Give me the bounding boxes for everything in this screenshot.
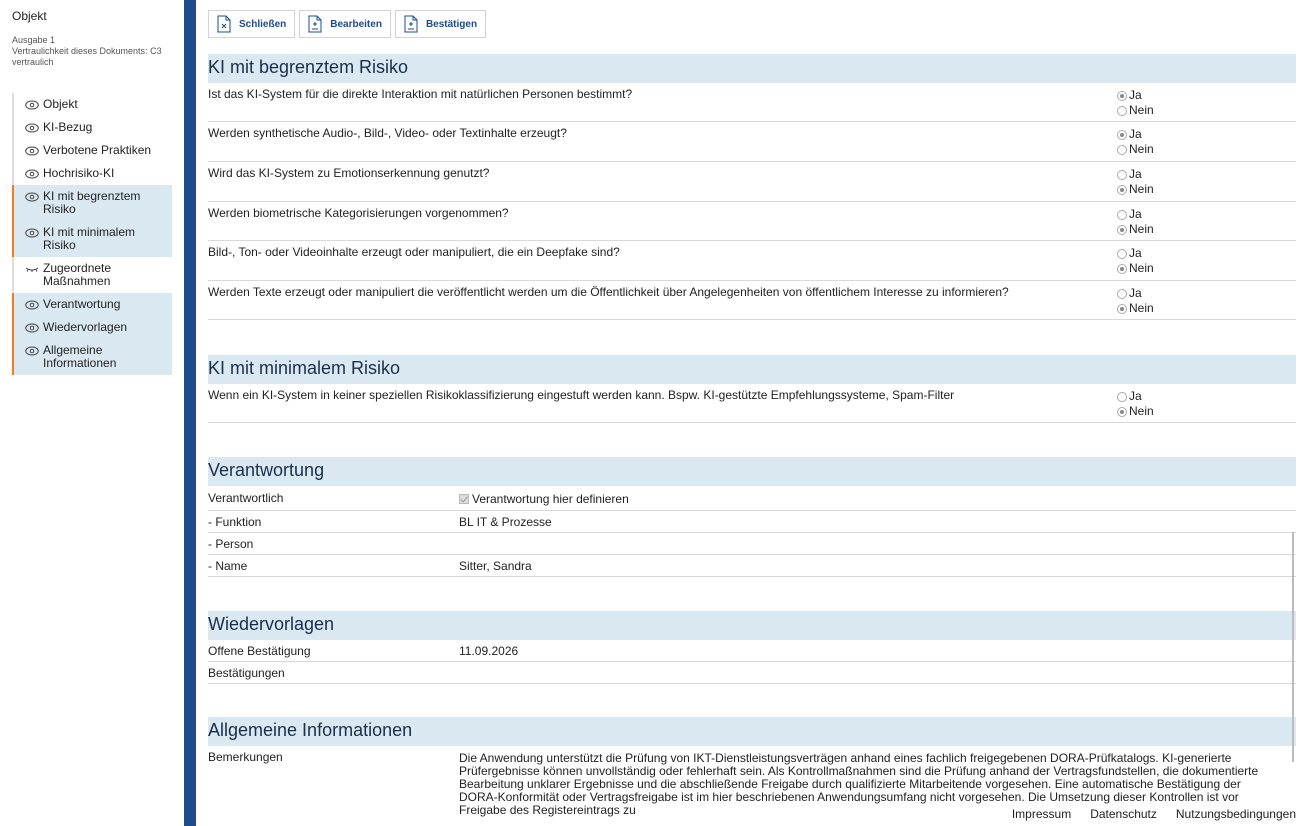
section-heading-wiedervorlagen: Wiedervorlagen bbox=[208, 611, 1296, 640]
confirmations-label: Bestätigungen bbox=[208, 666, 285, 680]
sidebar bbox=[0, 0, 184, 826]
radio-button[interactable] bbox=[1117, 106, 1127, 116]
question-text: Werden synthetische Audio-, Bild-, Video- oder Textinhalte erzeugt? bbox=[208, 126, 567, 140]
footer bbox=[1006, 807, 1296, 821]
radio-label: Nein bbox=[1129, 301, 1154, 315]
sidebar-item-wiedervorlagen[interactable] bbox=[14, 316, 172, 339]
question-text: Bild-, Ton- oder Videoinhalte erzeugt oder manipuliert, die ein Deepfake sind? bbox=[208, 245, 620, 259]
radio-button[interactable] bbox=[1117, 304, 1127, 314]
scrollbar[interactable] bbox=[1292, 532, 1294, 762]
radio-label: Nein bbox=[1129, 182, 1154, 196]
sidebar-item-allgemeine-informationen[interactable] bbox=[14, 339, 172, 375]
eye-closed-icon bbox=[25, 264, 39, 274]
open-confirmation-value: 11.09.2026 bbox=[459, 644, 519, 658]
radio-option-ja[interactable] bbox=[1117, 286, 1154, 301]
radio-option-nein[interactable] bbox=[1117, 222, 1154, 237]
radio-button[interactable] bbox=[1117, 130, 1127, 140]
sidebar-nav bbox=[12, 93, 172, 375]
radio-button[interactable] bbox=[1117, 407, 1127, 417]
section-heading-minimales-risiko: KI mit minimalem Risiko bbox=[208, 355, 1296, 384]
radio-option-ja[interactable] bbox=[1117, 389, 1154, 404]
open-confirmation-row bbox=[208, 640, 1296, 662]
responsible-row bbox=[208, 487, 1296, 511]
eye-icon bbox=[25, 100, 39, 110]
function-value: BL IT & Prozesse bbox=[459, 515, 552, 529]
radio-label: Ja bbox=[1129, 286, 1142, 300]
radio-label: Nein bbox=[1129, 222, 1154, 236]
section-heading-verantwortung: Verantwortung bbox=[208, 457, 1296, 486]
edit-button[interactable] bbox=[299, 10, 391, 38]
radio-button[interactable] bbox=[1117, 289, 1127, 299]
radio-group bbox=[1117, 167, 1154, 197]
toolbar bbox=[208, 10, 486, 38]
sidebar-title: Objekt bbox=[12, 9, 47, 23]
eye-icon bbox=[25, 146, 39, 156]
question-text: Wenn ein KI-System in keiner speziellen Risikoklassifizierung eingestuft werden kann. Bspw. KI-gestützte Empfehlungssysteme, Spam-Filter bbox=[208, 388, 955, 402]
privacy-link[interactable]: Datenschutz bbox=[1090, 807, 1157, 821]
radio-label: Ja bbox=[1129, 389, 1142, 403]
eye-icon bbox=[25, 323, 39, 333]
radio-label: Ja bbox=[1129, 167, 1142, 181]
question-text: Wird das KI-System zu Emotionserkennung genutzt? bbox=[208, 166, 490, 180]
radio-button[interactable] bbox=[1117, 185, 1127, 195]
radio-button[interactable] bbox=[1117, 392, 1127, 402]
sidebar-item-objekt[interactable] bbox=[14, 93, 172, 116]
sidebar-item-label: Verantwortung bbox=[43, 297, 121, 311]
radio-option-ja[interactable] bbox=[1117, 127, 1154, 142]
radio-group bbox=[1117, 127, 1154, 157]
radio-button[interactable] bbox=[1117, 170, 1127, 180]
question-row bbox=[208, 281, 1296, 320]
sidebar-item-label: Verbotene Praktiken bbox=[43, 143, 152, 157]
responsible-checkbox-label: Verantwortung hier definieren bbox=[472, 492, 629, 506]
radio-option-ja[interactable] bbox=[1117, 167, 1154, 182]
radio-option-nein[interactable] bbox=[1117, 301, 1154, 316]
question-text: Ist das KI-System für die direkte Interaktion mit natürlichen Personen bestimmt? bbox=[208, 87, 633, 101]
sidebar-item-verbotene-praktiken[interactable] bbox=[14, 139, 172, 162]
sidebar-item-massnahmen[interactable] bbox=[14, 257, 172, 293]
radio-group bbox=[1117, 389, 1154, 419]
radio-button[interactable] bbox=[1117, 249, 1127, 259]
radio-option-nein[interactable] bbox=[1117, 142, 1154, 157]
radio-group bbox=[1117, 88, 1154, 118]
radio-button[interactable] bbox=[1117, 145, 1127, 155]
sidebar-item-label: Objekt bbox=[43, 97, 78, 111]
remarks-label: Bemerkungen bbox=[208, 750, 283, 764]
sidebar-item-minimales-risiko[interactable] bbox=[14, 221, 172, 257]
eye-icon bbox=[25, 169, 39, 179]
eye-icon bbox=[25, 192, 39, 202]
radio-label: Ja bbox=[1129, 88, 1142, 102]
radio-label: Ja bbox=[1129, 127, 1142, 141]
close-button[interactable] bbox=[208, 10, 295, 38]
person-row bbox=[208, 533, 1296, 555]
sidebar-item-label: Wiedervorlagen bbox=[43, 320, 128, 334]
responsible-label: Verantwortlich bbox=[208, 491, 284, 505]
radio-option-ja[interactable] bbox=[1117, 207, 1154, 222]
terms-link[interactable]: Nutzungsbedingungen bbox=[1175, 807, 1296, 821]
sidebar-divider bbox=[184, 0, 196, 826]
eye-icon bbox=[25, 346, 39, 356]
main-content bbox=[208, 0, 1296, 826]
radio-option-ja[interactable] bbox=[1117, 88, 1154, 103]
section-heading-begrenztes-risiko: KI mit begrenztem Risiko bbox=[208, 54, 1296, 83]
eye-icon bbox=[25, 300, 39, 310]
radio-button[interactable] bbox=[1117, 264, 1127, 274]
radio-label: Nein bbox=[1129, 103, 1154, 117]
name-row bbox=[208, 555, 1296, 577]
document-meta: Ausgabe 1 Vertraulichkeit dieses Dokuments: C3 vertraulich bbox=[12, 35, 162, 67]
radio-group bbox=[1117, 286, 1154, 316]
radio-button[interactable] bbox=[1117, 91, 1127, 101]
sidebar-item-ki-bezug[interactable] bbox=[14, 116, 172, 139]
radio-option-nein[interactable] bbox=[1117, 103, 1154, 118]
question-row bbox=[208, 202, 1296, 241]
sidebar-item-verantwortung[interactable] bbox=[14, 293, 172, 316]
confirmations-row bbox=[208, 662, 1296, 684]
question-row bbox=[208, 162, 1296, 202]
eye-icon bbox=[25, 123, 39, 133]
radio-button[interactable] bbox=[1117, 225, 1127, 235]
radio-group bbox=[1117, 246, 1154, 276]
radio-option-nein[interactable] bbox=[1117, 261, 1154, 276]
radio-option-nein[interactable] bbox=[1117, 182, 1154, 197]
person-label: - Person bbox=[208, 537, 254, 551]
question-row bbox=[208, 241, 1296, 281]
sidebar-item-label: KI mit minimalem Risiko bbox=[43, 225, 136, 252]
radio-option-nein[interactable] bbox=[1117, 404, 1154, 419]
responsible-checkbox[interactable] bbox=[459, 494, 469, 504]
section-heading-allgemeine-informationen: Allgemeine Informationen bbox=[208, 717, 1296, 746]
close-button-label: Schließen bbox=[239, 18, 287, 30]
radio-label: Nein bbox=[1129, 261, 1154, 275]
question-row bbox=[208, 384, 1296, 423]
question-row bbox=[208, 122, 1296, 162]
confirm-button[interactable] bbox=[395, 10, 486, 38]
question-text: Werden biometrische Kategorisierungen vorgenommen? bbox=[208, 206, 509, 220]
radio-label: Nein bbox=[1129, 142, 1154, 156]
name-label: - Name bbox=[208, 559, 248, 573]
sidebar-item-label: Hochrisiko-KI bbox=[43, 166, 115, 180]
name-value: Sitter, Sandra bbox=[459, 559, 532, 573]
confirm-document-icon bbox=[404, 15, 418, 33]
edit-button-label: Bearbeiten bbox=[330, 18, 382, 30]
radio-button[interactable] bbox=[1117, 210, 1127, 220]
radio-label: Nein bbox=[1129, 404, 1154, 418]
question-row bbox=[208, 83, 1296, 122]
function-row bbox=[208, 511, 1296, 533]
responsible-checkbox-wrap[interactable] bbox=[459, 492, 629, 506]
open-confirmation-label: Offene Bestätigung bbox=[208, 644, 311, 658]
eye-icon bbox=[25, 228, 39, 238]
sidebar-item-hochrisiko-ki[interactable] bbox=[14, 162, 172, 185]
confirm-button-label: Bestätigen bbox=[425, 18, 478, 30]
sidebar-item-label: KI mit begrenztem Risiko bbox=[43, 189, 141, 216]
radio-label: Ja bbox=[1129, 246, 1142, 260]
close-document-icon bbox=[217, 15, 231, 33]
function-label: - Funktion bbox=[208, 515, 262, 529]
edit-document-icon bbox=[308, 15, 322, 33]
radio-label: Ja bbox=[1129, 207, 1142, 221]
radio-group bbox=[1117, 207, 1154, 237]
sidebar-item-label: Allgemeine Informationen bbox=[43, 343, 117, 370]
remarks-value: Die Anwendung unterstützt die Prüfung von IKT-Dienstleistungsverträgen anhand eines fachlich freigegebenen DORA-Prüfkatalogs. KI-generierte Prüfergebnisse können unvollständig oder fehlerhaft sein. Als Kontrollmaßnahmen sind die Prüfung anhand der Vertragsfundstellen, die dokumentierte Bearbeitung unklarer Ergebnisse und die abschließende Freigabe durch qualifizierte Mitarbeitende vorgesehen. Eine automatische Bestätigung der DORA-Konformität oder Vertragsfreigabe ist im hier beschriebenen Anwendungsumfang nicht vorgesehen. Die Umsetzung dieser Kontrollen ist vor Freigabe des Registereintrags zu bbox=[459, 751, 1259, 817]
radio-option-ja[interactable] bbox=[1117, 246, 1154, 261]
question-text: Werden Texte erzeugt oder manipuliert die veröffentlicht werden um die Öffentlichkeit über Angelegenheiten von öffentlichem Interesse zu informieren? bbox=[208, 285, 1009, 299]
sidebar-item-label: KI-Bezug bbox=[43, 120, 93, 134]
sidebar-item-begrenztes-risiko[interactable] bbox=[14, 185, 172, 221]
sidebar-item-label: Zugeordnete Maßnahmen bbox=[43, 261, 112, 288]
imprint-link[interactable]: Impressum bbox=[1011, 807, 1072, 821]
